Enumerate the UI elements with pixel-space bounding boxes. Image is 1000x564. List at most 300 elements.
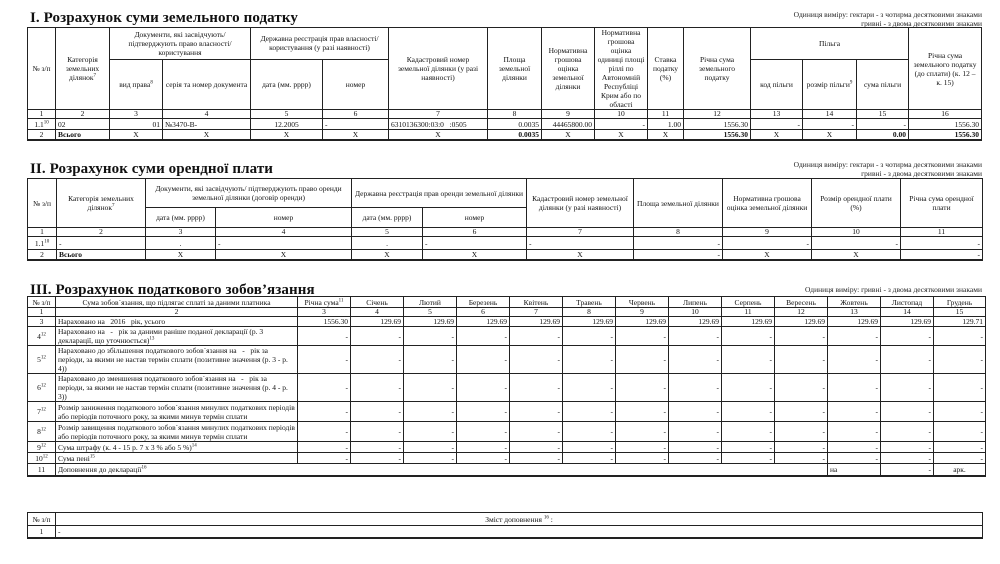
- col-number: 12: [775, 308, 828, 317]
- cell-month: 129.69: [404, 317, 457, 327]
- unit-note-line: Одиниця виміру: гектари - з чотирма десятковими знаками: [793, 160, 982, 169]
- row-description: Сума пені$^{15}$: [56, 453, 298, 464]
- cell-month: 129.69: [669, 317, 722, 327]
- section2-unit-note: [794, 160, 982, 178]
- cell-month: -: [934, 374, 986, 402]
- header-month-mar: Березень: [457, 297, 510, 308]
- row-description: Розмір завищення податкового зобов`язання минулих податкових періодів або періодів поточного року, за якими минув термін сплати: [56, 422, 298, 442]
- cell: X: [216, 250, 352, 261]
- col-number: 13: [828, 308, 881, 317]
- table-row: [28, 327, 986, 346]
- header-cadastral: Кадастровий номер земельної ділянки (у разі наявності): [389, 28, 488, 110]
- cell-month: -: [404, 453, 457, 464]
- cell-month: -: [828, 422, 881, 442]
- row-description: Розмір заниження податкового зобов`язання минулих податкових періодів або періодів поточного року, за якими минув термін сплати: [56, 402, 298, 422]
- cell-month: -: [669, 453, 722, 464]
- cell-month: -: [351, 374, 404, 402]
- cell-month: 129.69: [722, 317, 775, 327]
- header-norm-value-region: Нормативна грошова оцінка одиниці площі ріллі по Автономній Республіці Крим або по області: [595, 28, 648, 110]
- cell-month: -: [563, 402, 616, 422]
- cell-month: -: [457, 402, 510, 422]
- col-number: 5: [404, 308, 457, 317]
- cell: X: [527, 250, 634, 261]
- col-number: 4: [216, 228, 352, 237]
- cell: X: [423, 250, 527, 261]
- header-month-sep: Вересень: [775, 297, 828, 308]
- cell-month: -: [828, 402, 881, 422]
- header-month-oct: Жовтень: [828, 297, 881, 308]
- rent-table: [27, 178, 983, 261]
- col-number: 6: [423, 228, 527, 237]
- cell-month: 129.69: [563, 317, 616, 327]
- cell-month: -: [510, 422, 563, 442]
- cell-month: -: [775, 422, 828, 442]
- header-annual: Річна сума$^{11}$: [298, 297, 351, 308]
- cell-month: -: [881, 402, 934, 422]
- cell-content: -: [56, 526, 983, 538]
- section2-title: II. Розрахунок суми орендної плати: [30, 161, 274, 177]
- header-row: [28, 297, 986, 308]
- cell: X: [146, 250, 216, 261]
- cell-month: -: [934, 422, 986, 442]
- header-date: дата (мм. рррр): [146, 208, 216, 228]
- cell-month: -: [669, 442, 722, 453]
- additions-row: [28, 464, 986, 476]
- cell-month: 129.69: [510, 317, 563, 327]
- cell-month: -: [669, 422, 722, 442]
- cell-month: -: [351, 422, 404, 442]
- cell-annual: 1556.30: [298, 317, 351, 327]
- cell-doc-series: №3470-В-: [163, 119, 251, 130]
- cell-month: -: [510, 442, 563, 453]
- cell-month: -: [616, 442, 669, 453]
- section3-unit-note: Одиниця виміру: гривні - з двома десятковими знаками: [804, 285, 982, 294]
- table-row: [28, 526, 983, 538]
- cell: X: [812, 250, 901, 261]
- cell-month: -: [828, 442, 881, 453]
- column-numbers-row: [28, 110, 982, 119]
- cell-month: -: [828, 453, 881, 464]
- col-number: 9: [542, 110, 595, 119]
- header-no: № з/п: [28, 513, 56, 526]
- cell-month: -: [775, 374, 828, 402]
- header-annual-due: Річна сума земельного податку (до сплати) (к. 12 – к. 15): [909, 28, 982, 110]
- cell: X: [389, 130, 488, 141]
- header-benefit-size: розмір пільги$^9$: [803, 59, 857, 109]
- cell-annual-sum: 1556.30: [684, 119, 751, 130]
- col-number: 12: [684, 110, 751, 119]
- cell-total-label: Всього: [57, 250, 146, 261]
- cell-date: 12.2005: [251, 119, 323, 130]
- row-description: Нараховано на 2016 рік, усього: [56, 317, 298, 327]
- cell-rate: 1.00: [648, 119, 684, 130]
- header-number: номер: [323, 59, 389, 109]
- cell-total-annual-sum: 1556.30: [684, 130, 751, 141]
- cell: X: [542, 130, 595, 141]
- cell-month: -: [669, 374, 722, 402]
- col-number: 2: [57, 228, 146, 237]
- cell-annual: -: [298, 346, 351, 374]
- cell-annual-due: 1556.30: [909, 119, 982, 130]
- cell-category: -: [57, 237, 146, 250]
- cell-month: -: [404, 422, 457, 442]
- header-norm-value: Нормативна грошова оцінка земельної ділянки: [723, 179, 812, 228]
- cell-month: -: [510, 327, 563, 346]
- col-number: 7: [510, 308, 563, 317]
- cell-month: -: [722, 346, 775, 374]
- header-doc-series: серія та номер документа: [163, 59, 251, 109]
- cell-total-label: Всього: [56, 130, 110, 141]
- cell-month: -: [669, 402, 722, 422]
- cell-month: -: [351, 442, 404, 453]
- cell-month: -: [775, 402, 828, 422]
- cell-annual: -: [298, 327, 351, 346]
- header-benefit-sum: сума пільги: [857, 59, 909, 109]
- cell-month: -: [722, 453, 775, 464]
- col-number: 8: [563, 308, 616, 317]
- cell-month: -: [616, 327, 669, 346]
- header-docs-group: Документи, які засвідчують/ підтверджують право оренди земельної ділянки (договір оренди): [146, 179, 352, 208]
- col-number: 1: [28, 228, 57, 237]
- cell-month: -: [881, 327, 934, 346]
- cell-month: -: [457, 346, 510, 374]
- cell-month: -: [510, 374, 563, 402]
- cell-benefit-code: -: [751, 119, 803, 130]
- col-number: 1: [28, 110, 56, 119]
- cell-month: -: [563, 346, 616, 374]
- cell-month: -: [510, 402, 563, 422]
- cell-month: 129.69: [828, 317, 881, 327]
- cell-annual: -: [298, 442, 351, 453]
- cell-total-annual-due: 1556.30: [909, 130, 982, 141]
- header-registration-group: Державна реєстрація прав оренди земельної ділянки: [352, 179, 527, 208]
- table-row: [28, 119, 982, 130]
- cell-month: -: [457, 453, 510, 464]
- col-number: 9: [723, 228, 812, 237]
- cell-month: -: [722, 374, 775, 402]
- col-number: 7: [389, 110, 488, 119]
- cell-reg-date: .: [352, 237, 423, 250]
- col-number: 11: [901, 228, 983, 237]
- cell-month: 129.69: [351, 317, 404, 327]
- cell-area: -: [634, 237, 723, 250]
- cell-sheets-prefix: на: [828, 464, 881, 476]
- col-number: 10: [669, 308, 722, 317]
- header-month-jun: Червень: [616, 297, 669, 308]
- cell-month: -: [722, 327, 775, 346]
- header-annual-rent: Річна сума орендної плати: [901, 179, 983, 228]
- cell-month: -: [616, 402, 669, 422]
- row-no: 2: [28, 130, 56, 141]
- cell-month: -: [775, 453, 828, 464]
- cell-benefit-sum: -: [857, 119, 909, 130]
- cell-annual: -: [298, 402, 351, 422]
- cell-month: 129.69: [457, 317, 510, 327]
- cell: X: [110, 130, 163, 141]
- cell-month: 129.69: [881, 317, 934, 327]
- cell-month: -: [828, 327, 881, 346]
- col-number: 3: [298, 308, 351, 317]
- header-month-aug: Серпень: [722, 297, 775, 308]
- cell-total-area: -: [634, 250, 723, 261]
- row-no: 11: [28, 464, 56, 476]
- cell-total-annual-rent: -: [901, 250, 983, 261]
- row-no: $1.1^{10}$: [28, 237, 57, 250]
- row-no: $10^{12}$: [28, 453, 56, 464]
- header-month-may: Травень: [563, 297, 616, 308]
- cell-month: -: [351, 453, 404, 464]
- cell-annual-rent: -: [901, 237, 983, 250]
- header-month-jul: Липень: [669, 297, 722, 308]
- cell: X: [803, 130, 857, 141]
- cell-total-area: 0.0035: [488, 130, 542, 141]
- cell-month: -: [404, 402, 457, 422]
- header-category: Категорія земельних ділянок$^7$: [57, 179, 146, 228]
- header-cadastral: Кадастровий номер земельної ділянки (у разі наявності): [527, 179, 634, 228]
- header-area: Площа земельної ділянки: [634, 179, 723, 228]
- header-category: Категорія земельних ділянок$^7$: [56, 28, 110, 110]
- header-right-type: вид права$^8$: [110, 59, 163, 109]
- col-number: 11: [648, 110, 684, 119]
- row-description: Нараховано до збільшення податкового зобов`язання на - рік за періоди, за якими не настав термін сплати (позитивне значення (р. 3 - р. 4)): [56, 346, 298, 374]
- cell-month: 129.69: [616, 317, 669, 327]
- row-no: $9^{12}$: [28, 442, 56, 453]
- cell-month: -: [510, 453, 563, 464]
- col-number: 14: [881, 308, 934, 317]
- col-number: 5: [352, 228, 423, 237]
- cell-month: -: [775, 442, 828, 453]
- row-no: $6^{12}$: [28, 374, 56, 402]
- header-rate: Ставка податку (%): [648, 28, 684, 110]
- table-row: [28, 442, 986, 453]
- cell-month: -: [457, 327, 510, 346]
- cell-sheets-count: -: [881, 464, 934, 476]
- cell-month: -: [351, 327, 404, 346]
- row-no: 2: [28, 250, 57, 261]
- cell-area: 0.0035: [488, 119, 542, 130]
- cell-rent-size: -: [812, 237, 901, 250]
- header-reg-number: номер: [423, 208, 527, 228]
- cell-month: -: [563, 453, 616, 464]
- cell-month: -: [669, 327, 722, 346]
- header-month-dec: Грудень: [934, 297, 986, 308]
- cell-month: -: [616, 374, 669, 402]
- cell-month: -: [457, 442, 510, 453]
- cell-month: -: [881, 346, 934, 374]
- col-number: 5: [251, 110, 323, 119]
- table-row: [28, 422, 986, 442]
- header-docs-group: Документи, які засвідчують/ підтверджують право власності/ користування: [110, 28, 251, 60]
- section1-title: I. Розрахунок суми земельного податку: [30, 10, 298, 26]
- cell-norm-value-region: -: [595, 119, 648, 130]
- col-number: 1: [28, 308, 56, 317]
- header-benefit-group: Пільга: [751, 28, 909, 60]
- section1-unit-note: [794, 10, 982, 28]
- col-number: 8: [488, 110, 542, 119]
- tax-liability-table: [27, 296, 986, 477]
- table-row: [28, 317, 986, 327]
- row-no: $1.1^{10}$: [28, 119, 56, 130]
- table-row: [28, 402, 986, 422]
- header-no: № з/п: [28, 179, 57, 228]
- col-number: 14: [803, 110, 857, 119]
- cell: X: [751, 130, 803, 141]
- cell-month: -: [457, 422, 510, 442]
- col-number: 6: [457, 308, 510, 317]
- table-row: [28, 374, 986, 402]
- header-content: Зміст доповнення $^{16}$ :: [56, 513, 983, 526]
- column-numbers-row: [28, 308, 986, 317]
- cell-month: -: [616, 346, 669, 374]
- total-row: [28, 250, 983, 261]
- col-number: 4: [163, 110, 251, 119]
- col-number: 9: [616, 308, 669, 317]
- col-number: 16: [909, 110, 982, 119]
- row-no: $7^{12}$: [28, 402, 56, 422]
- col-number: 11: [722, 308, 775, 317]
- cell-annual: -: [298, 422, 351, 442]
- col-number: 3: [146, 228, 216, 237]
- col-number: 7: [527, 228, 634, 237]
- col-number: 6: [323, 110, 389, 119]
- col-number: 10: [812, 228, 901, 237]
- cell-month: -: [934, 442, 986, 453]
- row-no: $4^{12}$: [28, 327, 56, 346]
- cell-month: -: [404, 346, 457, 374]
- cell-month: -: [616, 453, 669, 464]
- cell-month: -: [351, 346, 404, 374]
- cell-month: -: [404, 442, 457, 453]
- cell-cadastral: -: [527, 237, 634, 250]
- table-row: [28, 237, 983, 250]
- cell-annual: -: [298, 453, 351, 464]
- row-no: $8^{12}$: [28, 422, 56, 442]
- cell-month: -: [510, 346, 563, 374]
- cell-category: 02: [56, 119, 110, 130]
- row-no: 3: [28, 317, 56, 327]
- section3-title: III. Розрахунок податкового зобов’язання: [30, 282, 315, 298]
- cell-month: -: [616, 422, 669, 442]
- additions-table: [27, 512, 983, 539]
- land-tax-table: [27, 27, 982, 141]
- header-month-nov: Листопад: [881, 297, 934, 308]
- col-number: 10: [595, 110, 648, 119]
- cell-date: .: [146, 237, 216, 250]
- cell-number: -: [216, 237, 352, 250]
- header-number: номер: [216, 208, 352, 228]
- col-number: 8: [634, 228, 723, 237]
- unit-note-line: гривні - з двома десятковими знаками: [861, 169, 982, 178]
- cell-month: -: [563, 422, 616, 442]
- header-month-jan: Січень: [351, 297, 404, 308]
- cell-annual: -: [298, 374, 351, 402]
- header-desc: Сума зобов`язання, що підлягає сплаті за даними платника: [56, 297, 298, 308]
- cell-month: -: [881, 374, 934, 402]
- cell-norm-value: 44465800.00: [542, 119, 595, 130]
- cell-month: -: [934, 453, 986, 464]
- cell-right-type: 01: [110, 119, 163, 130]
- row-no: $5^{12}$: [28, 346, 56, 374]
- cell: X: [352, 250, 423, 261]
- col-number: 15: [857, 110, 909, 119]
- header-rent-size: Розмір орендної плати (%): [812, 179, 901, 228]
- cell-reg-number: -: [423, 237, 527, 250]
- table-row: [28, 346, 986, 374]
- cell-month: -: [669, 346, 722, 374]
- col-number: 2: [56, 308, 298, 317]
- cell: X: [648, 130, 684, 141]
- cell-number: -: [323, 119, 389, 130]
- cell-month: -: [881, 442, 934, 453]
- cell-month: -: [881, 422, 934, 442]
- cell-norm-value: -: [723, 237, 812, 250]
- row-description: Сума штрафу (к. 4 - 15 р. 7 х 3 % або 5 %)$^{14}$: [56, 442, 298, 453]
- cell-month: -: [934, 327, 986, 346]
- cell-month: -: [404, 327, 457, 346]
- cell-benefit-size: -: [803, 119, 857, 130]
- row-no: 1: [28, 526, 56, 538]
- cell-month: -: [457, 374, 510, 402]
- header-no: № з/п: [28, 297, 56, 308]
- header-registration-group: Державна реєстрація прав власності/ користування (у разі наявності): [251, 28, 389, 60]
- cell: X: [251, 130, 323, 141]
- cell: X: [163, 130, 251, 141]
- table-row: [28, 453, 986, 464]
- header-month-apr: Квітень: [510, 297, 563, 308]
- header-benefit-code: код пільги: [751, 59, 803, 109]
- row-description: Нараховано до зменшення податкового зобов`язання на - рік за періоди, за якими не настав термін сплати (позитивне значення (р. 4 - р. 3)): [56, 374, 298, 402]
- cell-month: -: [828, 346, 881, 374]
- header-date: дата (мм. рррр): [251, 59, 323, 109]
- row-description: Нараховано на - рік за даними раніше поданої декларації (р. 3 декларації, що уточнюється)$^{13}$: [56, 327, 298, 346]
- cell: X: [723, 250, 812, 261]
- cell-month: -: [934, 346, 986, 374]
- col-number: 13: [751, 110, 803, 119]
- cell-month: -: [775, 327, 828, 346]
- cell-month: -: [563, 327, 616, 346]
- cell-sheets-suffix: арк.: [934, 464, 986, 476]
- col-number: 3: [110, 110, 163, 119]
- unit-note-line: гривні - з двома десятковими знаками: [861, 19, 982, 28]
- col-number: 4: [351, 308, 404, 317]
- total-row: [28, 130, 982, 141]
- col-number: 15: [934, 308, 986, 317]
- cell-month: -: [775, 346, 828, 374]
- header-month-feb: Лютий: [404, 297, 457, 308]
- cell: X: [595, 130, 648, 141]
- header-reg-date: дата (мм. рррр): [352, 208, 423, 228]
- cell-month: -: [722, 442, 775, 453]
- cell-month: -: [351, 402, 404, 422]
- cell-month: 129.71: [934, 317, 986, 327]
- header-annual-sum: Річна сума земельного податку: [684, 28, 751, 110]
- cell-month: 129.69: [775, 317, 828, 327]
- unit-note-line: Одиниця виміру: гектари - з чотирма десятковими знаками: [793, 10, 982, 19]
- cell: X: [323, 130, 389, 141]
- header-norm-value: Нормативна грошова оцінка земельної ділянки: [542, 28, 595, 110]
- cell-month: -: [828, 374, 881, 402]
- cell-month: -: [722, 422, 775, 442]
- cell-total-benefit-sum: 0.00: [857, 130, 909, 141]
- cell-month: -: [404, 374, 457, 402]
- row-description: Доповнення до декларації$^{16}$: [56, 464, 828, 476]
- cell-month: -: [722, 402, 775, 422]
- header-area: Площа земельної ділянки: [488, 28, 542, 110]
- column-numbers-row: [28, 228, 983, 237]
- cell-month: -: [881, 453, 934, 464]
- cell-month: -: [563, 442, 616, 453]
- cell-cadastral: 6310136300:03:0 :0505: [389, 119, 488, 130]
